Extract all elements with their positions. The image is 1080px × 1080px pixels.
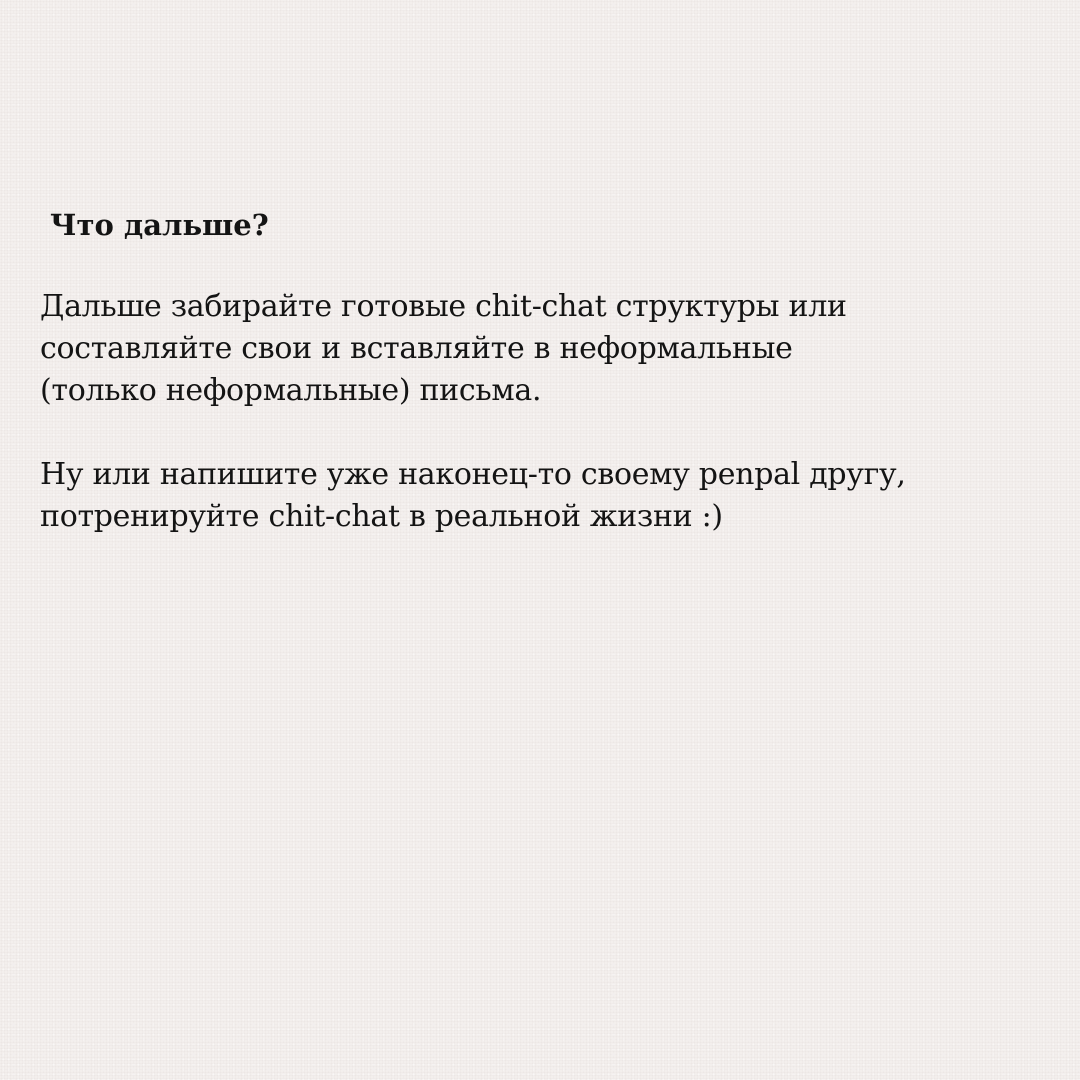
- heading: Что дальше?: [50, 208, 269, 242]
- paragraph-line: составляйте свои и вставляйте в неформальные: [40, 331, 793, 366]
- paragraph-instructions: [40, 286, 1050, 412]
- paragraph-line: Дальше забирайте готовые chit-chat структуры или: [40, 289, 847, 324]
- paragraph-line: (только неформальные) письма.: [40, 373, 542, 408]
- paragraph-line: потренируйте chit-chat в реальной жизни :): [40, 499, 723, 534]
- paragraph-line: Ну или напишите уже наконец-то своему penpal другу,: [40, 457, 906, 492]
- paragraph-penpal: [40, 454, 1050, 538]
